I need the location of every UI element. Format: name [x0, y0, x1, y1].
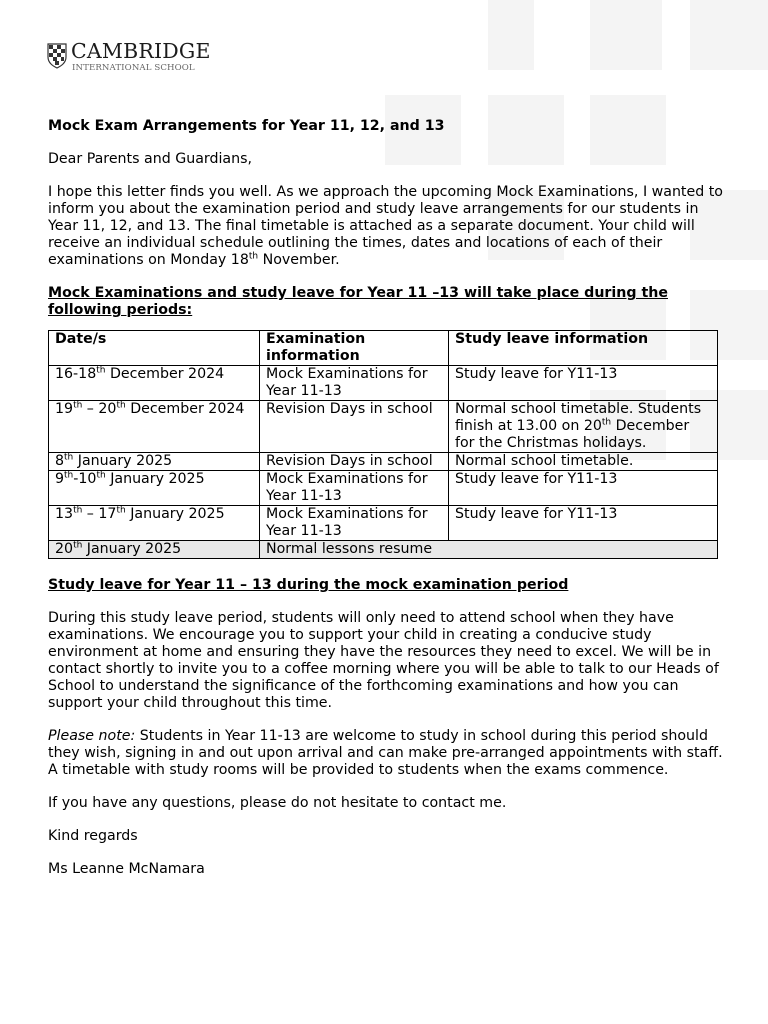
leave-cell: Study leave for Y11-13	[449, 506, 718, 541]
exam-cell: Mock Examinations for Year 11-13	[260, 506, 449, 541]
table-header-row	[49, 331, 718, 366]
table-row	[49, 366, 718, 401]
leave-cell: Normal school timetable.	[449, 453, 718, 471]
exam-cell: Normal lessons resume	[260, 541, 718, 559]
leave-cell: Study leave for Y11-13	[449, 471, 718, 506]
table-row	[49, 506, 718, 541]
letter-title: Mock Exam Arrangements for Year 11, 12, and 13	[48, 118, 445, 134]
study-leave-paragraph: During this study leave period, students will only need to attend school when they have examinations. We encourage you to support your child in creating a conducive study environment at home and ensuring they have the resources they need to excel. We will be in contact shortly to invite you to a coffee morning where you will be able to talk to our Heads of School to understand the significance of the forthcoming examinations and how you can support your child throughout this time.	[48, 610, 719, 711]
schedule-table	[48, 330, 718, 559]
date-cell: 8th January 2025	[49, 453, 260, 471]
table-header: Examination information	[260, 331, 449, 366]
section-heading-periods: Mock Examinations and study leave for Year 11 –13 will take place during the following periods:	[48, 285, 668, 318]
table-header: Study leave information	[449, 331, 718, 366]
background-pattern	[690, 0, 768, 70]
school-name: CAMBRIDGE	[71, 39, 211, 63]
closing: Kind regards	[48, 828, 138, 844]
background-pattern	[590, 0, 662, 70]
note-paragraph: Please note: Students in Year 11-13 are welcome to study in school during this period should they wish, signing in and out upon arrival and can make pre-arranged appointments with staff. A timetable with study rooms will be provided to students when the exams commence.	[48, 728, 723, 778]
exam-cell: Revision Days in school	[260, 401, 449, 453]
date-cell: 16-18th December 2024	[49, 366, 260, 401]
date-cell: 20th January 2025	[49, 541, 260, 559]
exam-cell: Mock Examinations for Year 11-13	[260, 366, 449, 401]
date-cell: 19th – 20th December 2024	[49, 401, 260, 453]
exam-cell: Revision Days in school	[260, 453, 449, 471]
school-subtitle: INTERNATIONAL SCHOOL	[72, 63, 195, 73]
table-row	[49, 401, 718, 453]
date-cell: 9th-10th January 2025	[49, 471, 260, 506]
leave-cell: Study leave for Y11-13	[449, 366, 718, 401]
letter-body	[48, 118, 723, 878]
background-pattern	[488, 0, 534, 70]
leave-cell: Normal school timetable. Students finish at 13.00 on 20th December for the Christmas holidays.	[449, 401, 718, 453]
exam-cell: Mock Examinations for Year 11-13	[260, 471, 449, 506]
table-row	[49, 541, 718, 559]
section-heading-study-leave: Study leave for Year 11 – 13 during the mock examination period	[48, 577, 569, 593]
signature: Ms Leanne McNamara	[48, 861, 205, 877]
intro-paragraph: I hope this letter finds you well. As we approach the upcoming Mock Examinations, I wanted to inform you about the examination period and study leave arrangements for our students in Year 11, 12, and 13. The final timetable is attached as a separate document. Your child will receive an individual schedule outlining the times, dates and locations of each of their examinations on Monday 18th November.	[48, 184, 723, 268]
salutation: Dear Parents and Guardians,	[48, 151, 253, 167]
school-crest-icon	[47, 43, 67, 69]
table-row	[49, 471, 718, 506]
date-cell: 13th – 17th January 2025	[49, 506, 260, 541]
table-header: Date/s	[49, 331, 260, 366]
questions-line: If you have any questions, please do not hesitate to contact me.	[48, 795, 507, 811]
table-row	[49, 453, 718, 471]
